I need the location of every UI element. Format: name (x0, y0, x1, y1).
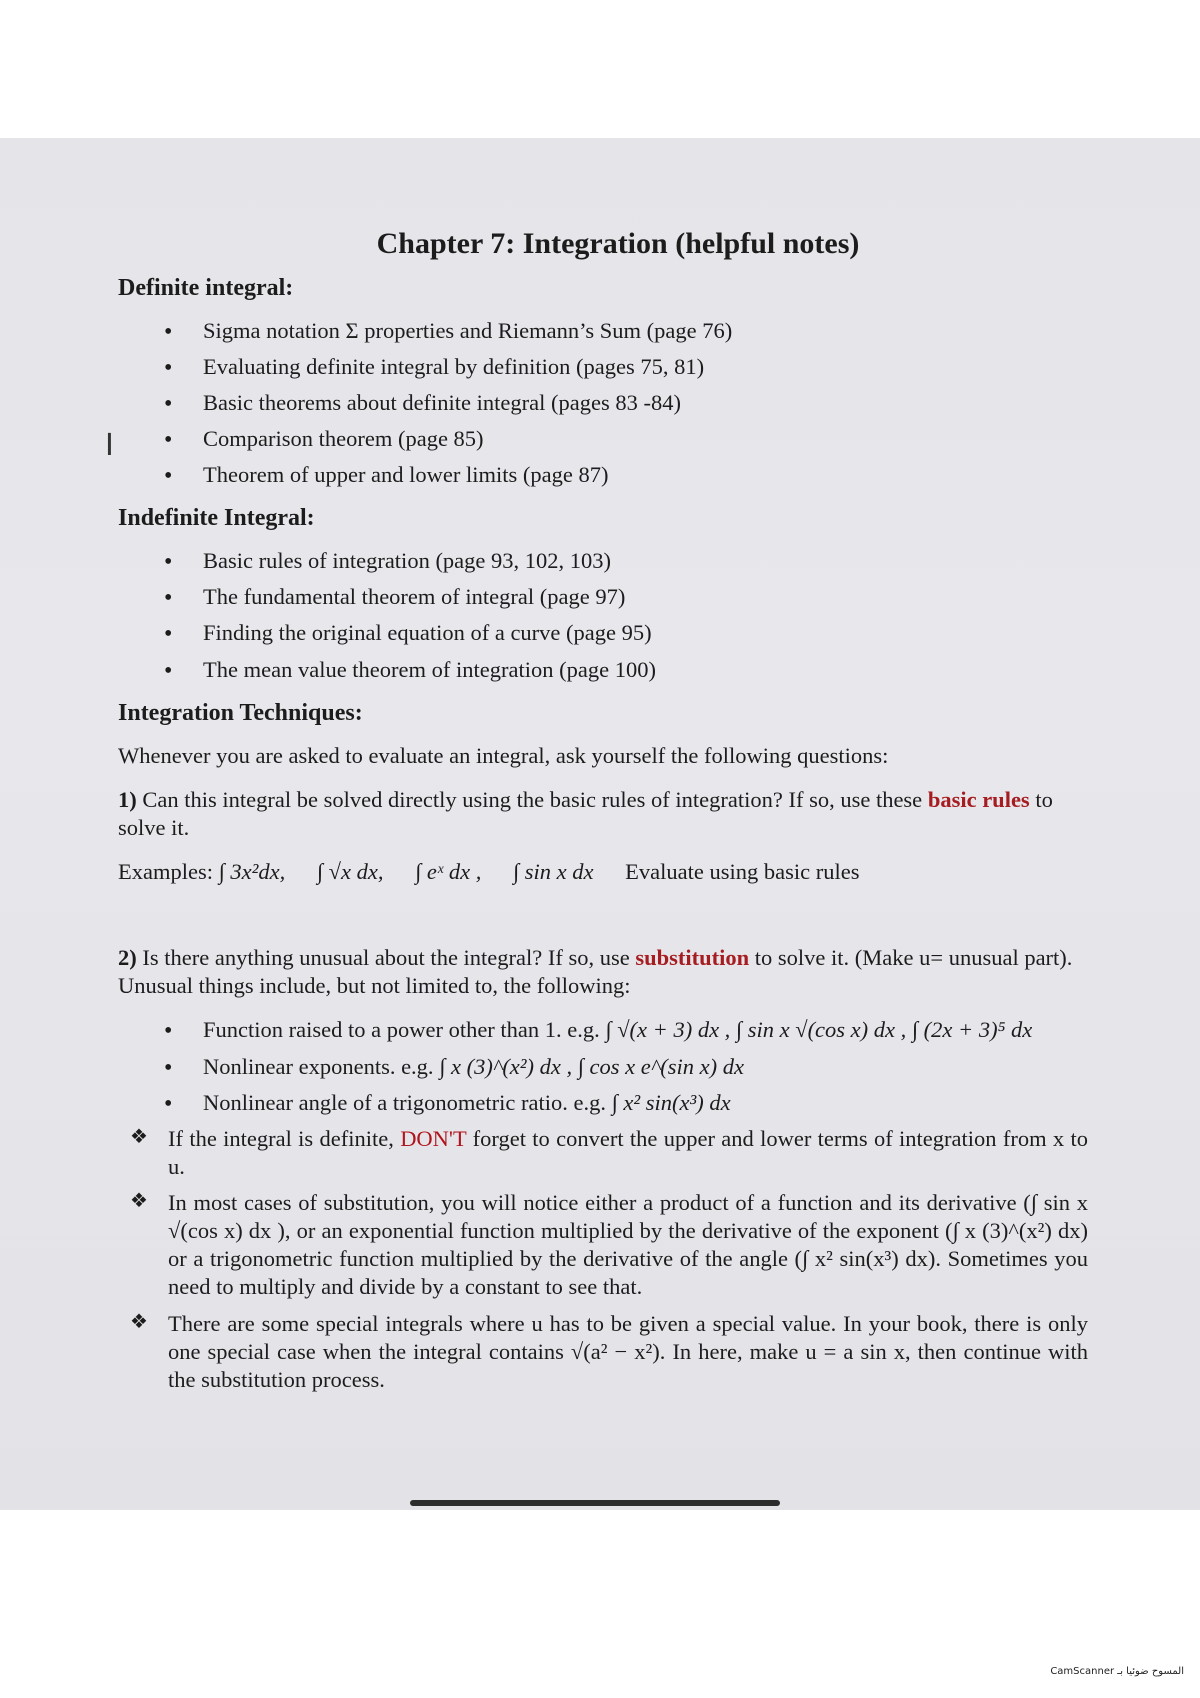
document-page (118, 225, 1088, 1402)
example-integral: ∫ √x dx, (316, 859, 384, 884)
note-text: In most cases of substitution, you will notice either a product of a function and its derivative (∫ sin x √(cos x) dx ), or an exponential function multiplied by the derivative of the exponent (∫ x (3)^(x²) dx) or a trigonometric function multiplied by the derivative of the angle (∫ x² sin(x³) dx). Sometimes you need to multiply and divide by a constant to see that. (168, 1190, 1088, 1300)
paper-edge-shadow (410, 1500, 780, 1506)
list-item (118, 1016, 1088, 1044)
text-cursor-icon: I (105, 428, 114, 463)
question-1 (118, 786, 1088, 842)
unusual-label: Nonlinear exponents. e.g. (203, 1053, 434, 1079)
list-item (118, 1053, 1088, 1081)
question-2 (118, 944, 1088, 1000)
list-item: • Basic rules of integration (page 93, 102, 103) (118, 547, 1088, 575)
question-2-number: 2) (118, 945, 137, 971)
list-item (118, 1189, 1088, 1302)
definite-integral-heading: Definite integral: (118, 274, 294, 301)
list-item: • Evaluating definite integral by definition (pages 75, 81) (118, 353, 1088, 381)
dont-highlight: DON'T (400, 1125, 467, 1151)
unusual-label: Function raised to a power other than 1. e.g. (203, 1017, 600, 1043)
examples-line (118, 858, 1088, 886)
example-integral: ∫ eˣ dx , (415, 859, 482, 884)
camscanner-watermark: CamScanner المسوح ضوئيا بـ (1050, 1666, 1184, 1677)
note-text: There are some special integrals where u has to be given a special value. In your book, there is only one special case when the integral contains √(a² − x²). In here, make u = a sin x, then continue with the substitution process. (168, 1310, 1088, 1392)
unusual-math: ∫ x² sin(x³) dx (611, 1089, 731, 1115)
notes-list (118, 1125, 1088, 1394)
unusual-list (118, 1016, 1088, 1116)
example-integral: ∫ sin x dx (513, 859, 594, 884)
list-item: • Basic theorems about definite integral (pages 83 -84) (118, 389, 1088, 417)
diamond-bullet-icon: ❖ (130, 1190, 148, 1212)
page-title: Chapter 7: Integration (helpful notes) (376, 227, 860, 260)
question-2-text: Is there anything unusual about the integral? If so, use (142, 945, 630, 971)
list-item: • Theorem of upper and lower limits (page 87) (118, 461, 1088, 489)
unusual-label: Nonlinear angle of a trigonometric ratio. e.g. (203, 1089, 606, 1115)
examples-tail: Evaluate using basic rules (625, 859, 860, 884)
note-text: forget to convert the upper and lower terms of integration from x to u. (168, 1125, 1088, 1179)
indefinite-integral-list (118, 547, 1088, 684)
list-item: • Sigma notation Σ properties and Riemann’s Sum (page 76) (118, 317, 1088, 345)
question-1-text: Can this integral be solved directly using the basic rules of integration? If so, use these (142, 786, 923, 812)
example-integral: ∫ 3x²dx, (218, 859, 286, 884)
definite-integral-list (118, 317, 1088, 490)
list-item (118, 1125, 1088, 1181)
list-item: • Finding the original equation of a curve (page 95) (118, 619, 1088, 647)
indefinite-integral-heading: Indefinite Integral: (118, 505, 315, 532)
list-item (118, 1310, 1088, 1394)
techniques-intro: Whenever you are asked to evaluate an integral, ask yourself the following questions: (118, 742, 889, 768)
question-1-number: 1) (118, 786, 137, 812)
list-item: • The fundamental theorem of integral (page 97) (118, 583, 1088, 611)
question-2-tail: to solve it. (Make u= unusual part). Unusual things include, but not limited to, the following: (118, 945, 1073, 999)
unusual-math: ∫ x (3)^(x²) dx , ∫ cos x e^(sin x) dx (439, 1053, 744, 1079)
list-item: • Comparison theorem (page 85) (118, 425, 1088, 453)
list-item (118, 1089, 1088, 1117)
substitution-highlight: substitution (635, 945, 750, 971)
examples-label: Examples: (118, 859, 213, 884)
question-1-tail: to solve it. (118, 786, 1053, 840)
unusual-math: ∫ √(x + 3) dx , ∫ sin x √(cos x) dx , ∫ (2x + 3)⁵ dx (605, 1017, 1033, 1043)
basic-rules-highlight: basic rules (927, 786, 1030, 812)
integration-techniques-heading: Integration Techniques: (118, 699, 363, 726)
list-item: • The mean value theorem of integration (page 100) (118, 656, 1088, 684)
diamond-bullet-icon: ❖ (130, 1310, 148, 1333)
note-text: If the integral is definite, (168, 1125, 394, 1151)
diamond-bullet-icon: ❖ (130, 1125, 148, 1148)
